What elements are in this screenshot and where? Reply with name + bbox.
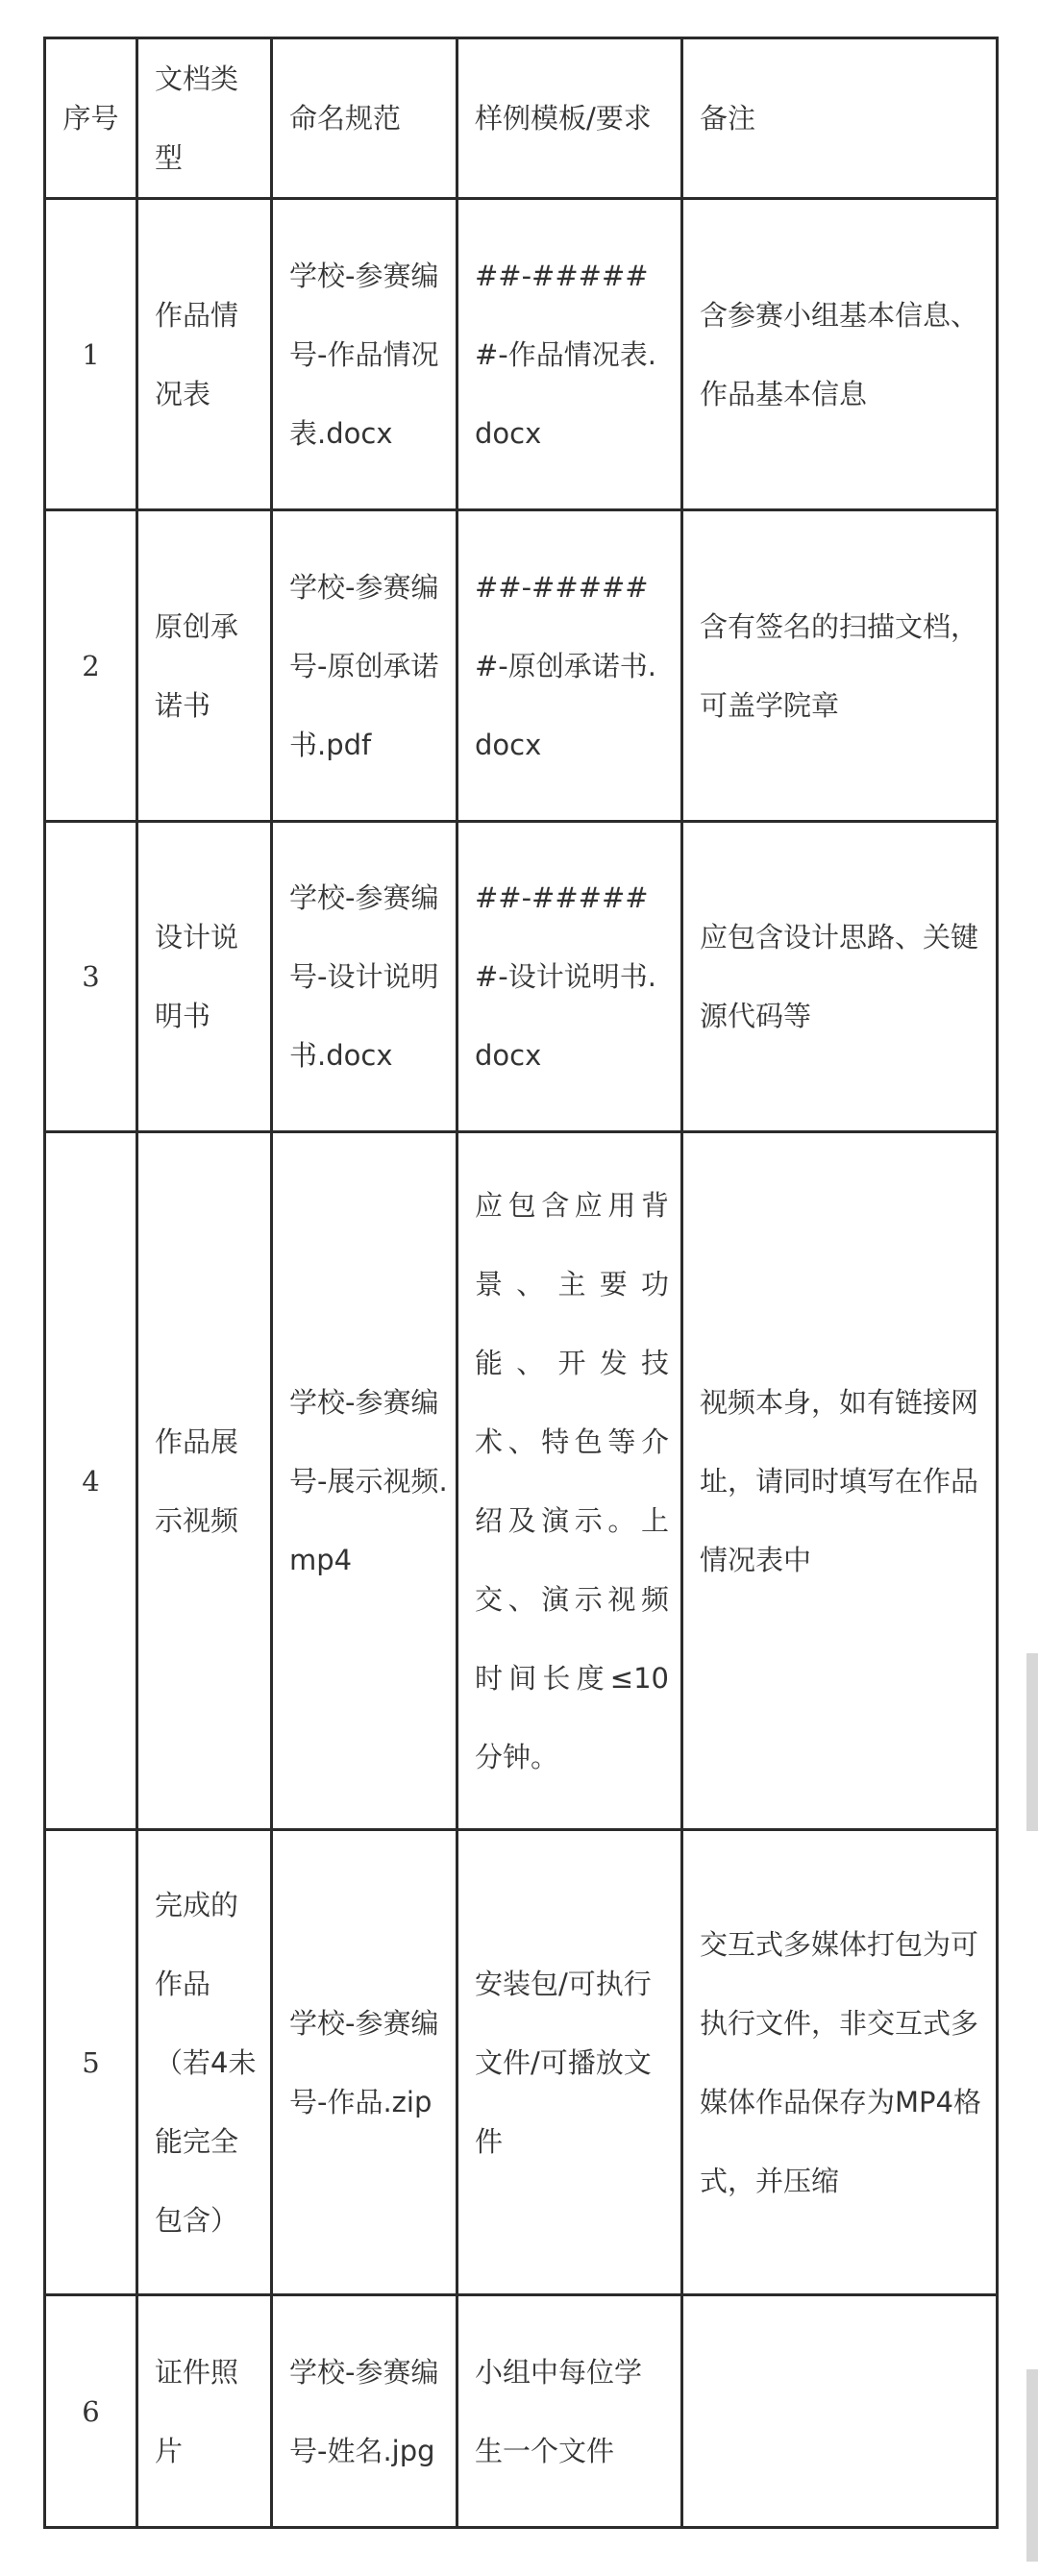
- header-no: 序号: [45, 38, 137, 199]
- header-naming: 命名规范: [272, 38, 457, 199]
- header-template: 样例模板/要求: [457, 38, 682, 199]
- row-doc-type: 设计说明书: [137, 822, 272, 1132]
- header-type: 文档类型: [137, 38, 272, 199]
- row-number: 3: [45, 822, 137, 1132]
- row-note: 含有签名的扫描文档，可盖学院章: [682, 510, 998, 822]
- row-number: 5: [45, 1830, 137, 2295]
- table-row: [45, 510, 998, 822]
- row-template: 安装包/可执行文件/可播放文件: [457, 1830, 682, 2295]
- table-row: [45, 1132, 998, 1830]
- submission-documents-table: [43, 37, 999, 2529]
- table-header-row: [45, 38, 998, 199]
- row-doc-type: 作品展示视频: [137, 1132, 272, 1830]
- row-number: 1: [45, 199, 137, 510]
- row-note: [682, 2295, 998, 2528]
- row-number: 4: [45, 1132, 137, 1830]
- row-naming: 学校-参赛编号-展示视频.mp4: [272, 1132, 457, 1830]
- row-note: 视频本身，如有链接网址，请同时填写在作品情况表中: [682, 1132, 998, 1830]
- row-template: 应包含应用背景、主要功能、开发技术、特色等介绍及演示。上交、演示视频时间长度≤10分钟。: [457, 1132, 682, 1830]
- row-naming: 学校-参赛编号-作品.zip: [272, 1830, 457, 2295]
- row-template: 小组中每位学生一个文件: [457, 2295, 682, 2528]
- scrollbar-thumb-lower[interactable]: [1026, 2369, 1038, 2562]
- row-doc-type: 原创承诺书: [137, 510, 272, 822]
- row-number: 6: [45, 2295, 137, 2528]
- row-naming: 学校-参赛编号-设计说明书.docx: [272, 822, 457, 1132]
- row-template: ##-######-原创承诺书.docx: [457, 510, 682, 822]
- row-note: 含参赛小组基本信息、作品基本信息: [682, 199, 998, 510]
- table-row: [45, 199, 998, 510]
- row-template: ##-######-设计说明书.docx: [457, 822, 682, 1132]
- scrollbar-thumb[interactable]: [1026, 1653, 1038, 1831]
- header-note: 备注: [682, 38, 998, 199]
- row-doc-type: 证件照片: [137, 2295, 272, 2528]
- row-naming: 学校-参赛编号-作品情况表.docx: [272, 199, 457, 510]
- row-template: ##-######-作品情况表.docx: [457, 199, 682, 510]
- row-naming: 学校-参赛编号-姓名.jpg: [272, 2295, 457, 2528]
- table-row: [45, 1830, 998, 2295]
- table-row: [45, 822, 998, 1132]
- row-naming: 学校-参赛编号-原创承诺书.pdf: [272, 510, 457, 822]
- row-note: 应包含设计思路、关键源代码等: [682, 822, 998, 1132]
- row-doc-type: 完成的作品（若4未能完全包含）: [137, 1830, 272, 2295]
- table-row: [45, 2295, 998, 2528]
- row-note: 交互式多媒体打包为可执行文件，非交互式多媒体作品保存为MP4格式，并压缩: [682, 1830, 998, 2295]
- row-number: 2: [45, 510, 137, 822]
- row-doc-type: 作品情况表: [137, 199, 272, 510]
